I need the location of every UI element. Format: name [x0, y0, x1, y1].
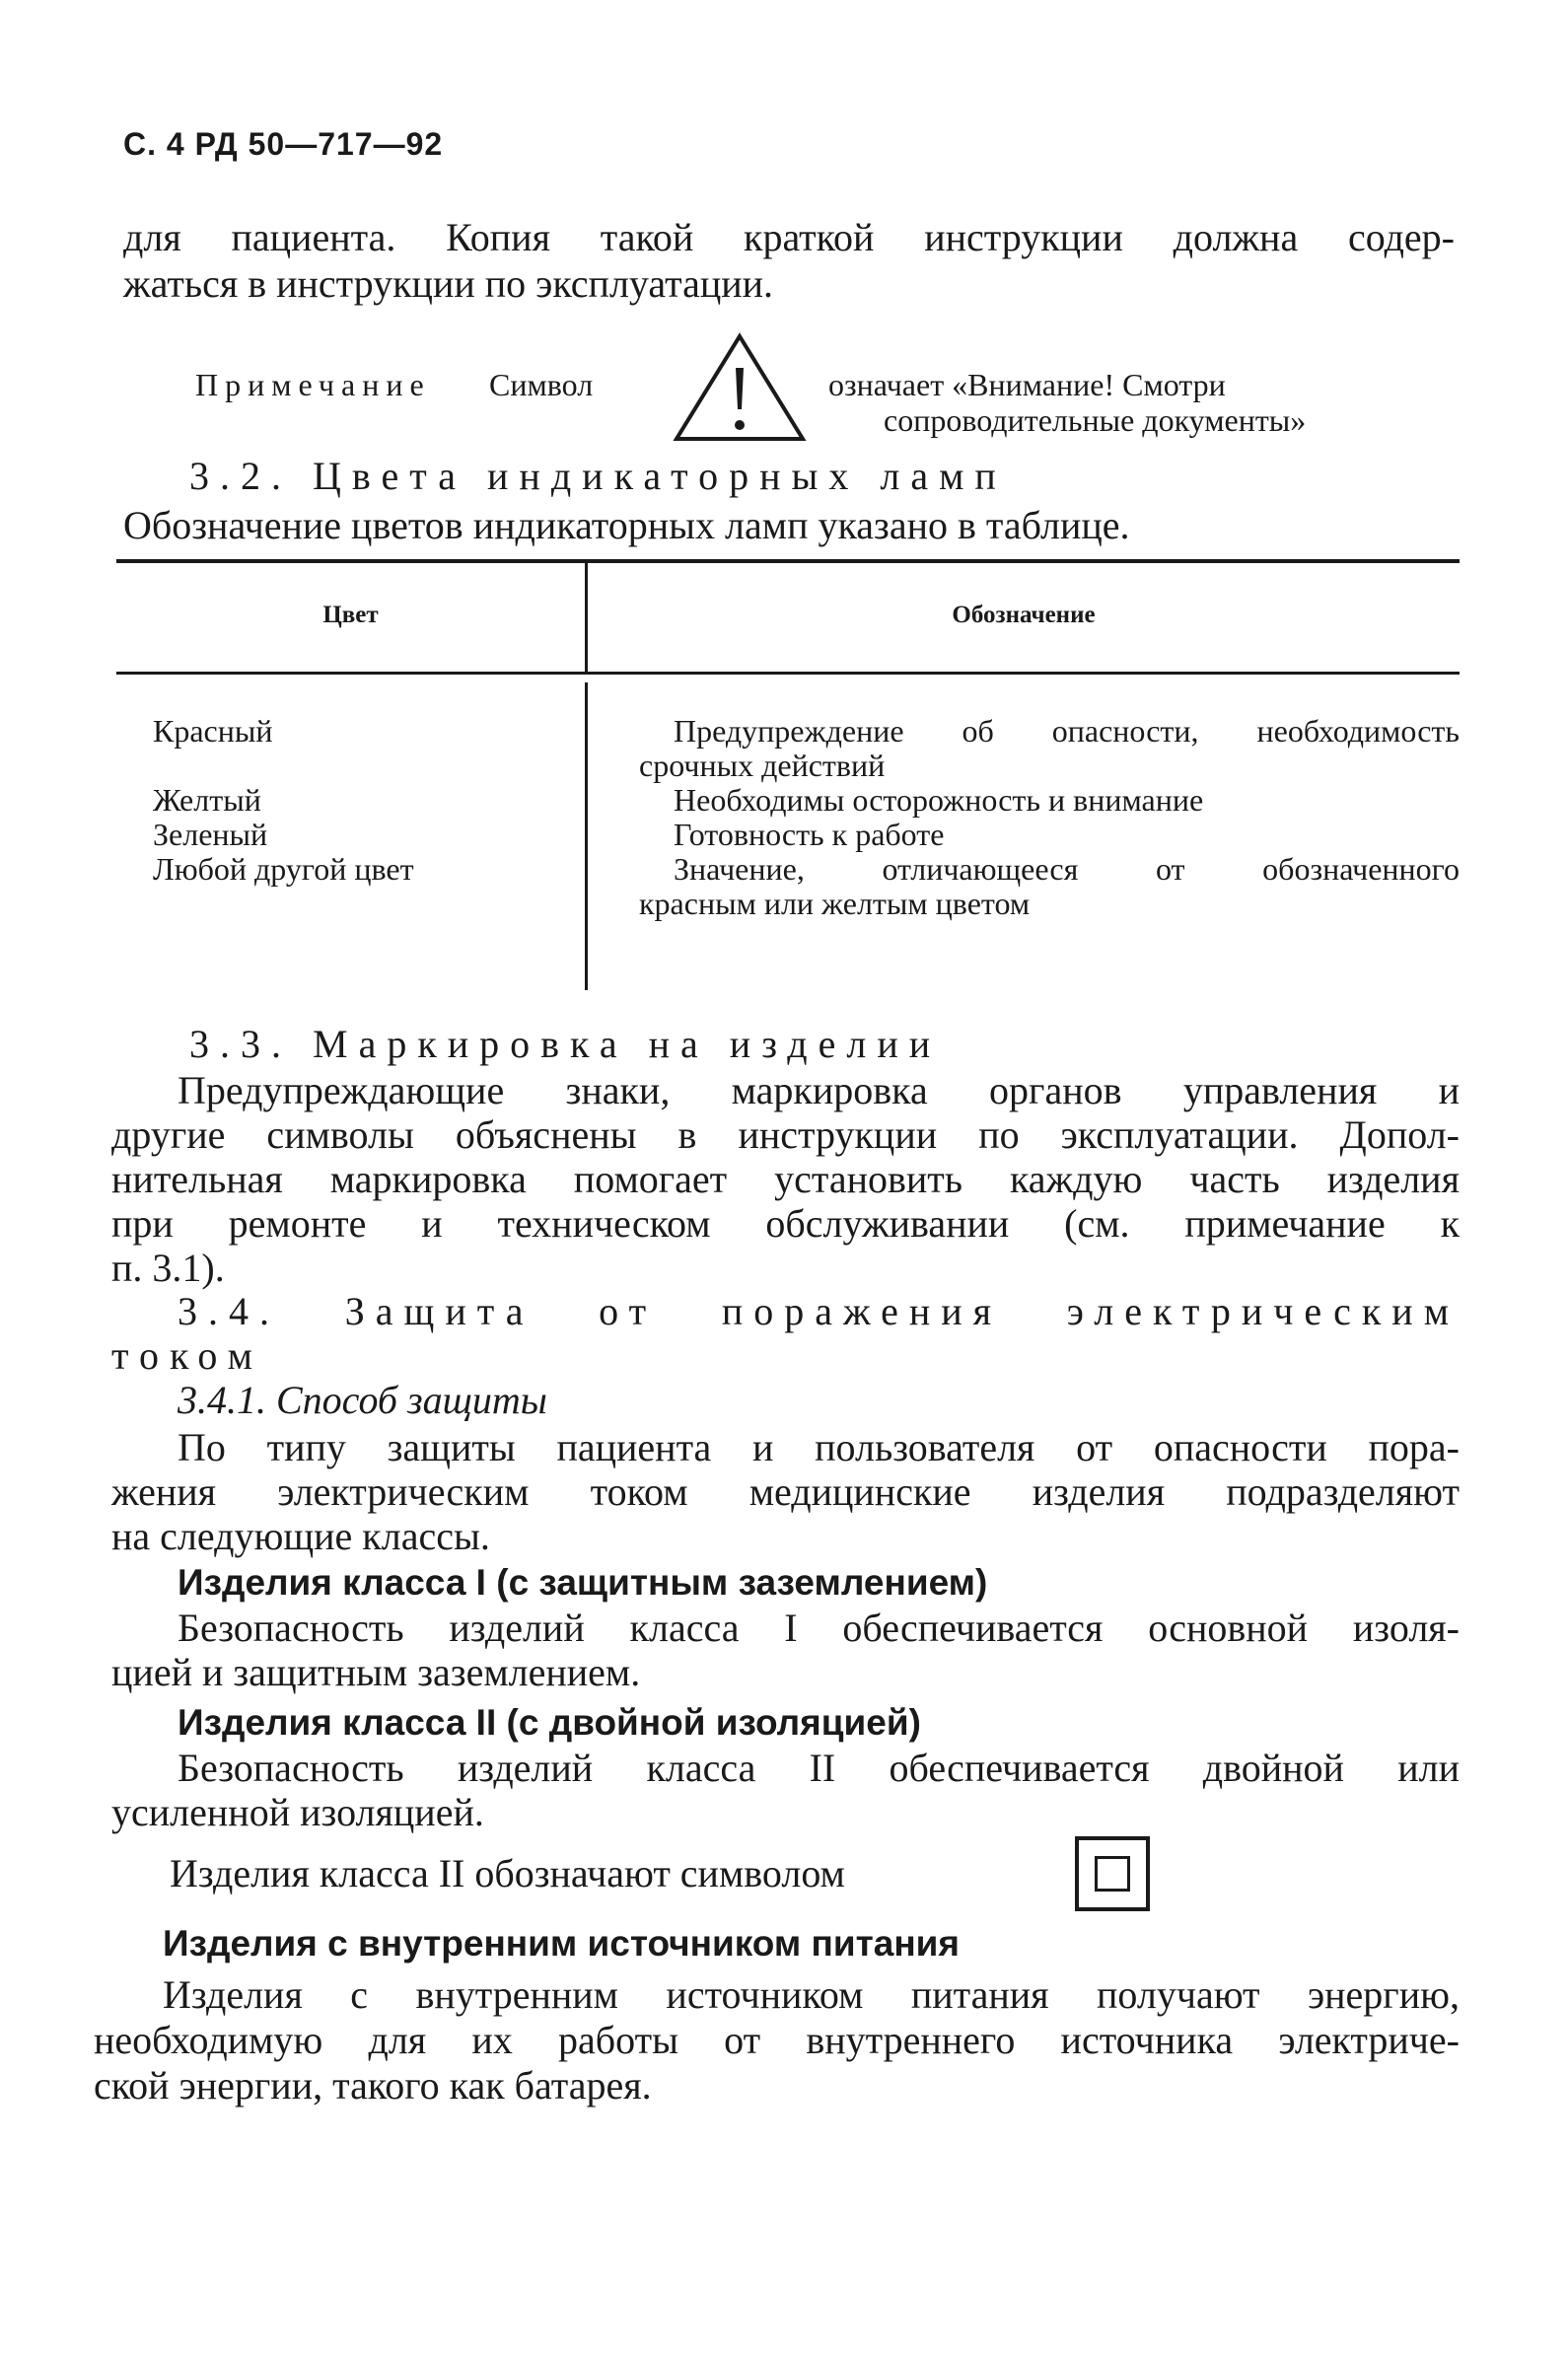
class-2-line-1: Безопасность изделий класса II обеспечивается двойной или — [178, 1746, 1460, 1790]
table-row: Зеленый — [153, 817, 268, 852]
table-row-meaning-1b: срочных действий — [639, 748, 886, 783]
section-3-3-line-5: п. 3.1). — [111, 1246, 225, 1290]
table-row: Желтый — [153, 782, 261, 818]
table-row: Любой другой цвет — [153, 851, 414, 887]
section-3-3-title: 3.3. Маркировка на изделии — [189, 1022, 942, 1066]
table-row-meaning-1a: Предупреждение об опасности, необходимость — [674, 713, 1460, 749]
table-top-rule — [116, 559, 1460, 563]
table-body-divider — [585, 682, 588, 990]
class-1-heading: Изделия класса I (с защитным заземлением) — [178, 1562, 988, 1603]
section-3-3-line-3: нительная маркировка помогает установить каждую часть изделия — [111, 1157, 1460, 1201]
class-2-heading: Изделия класса II (с двойной изоляцией) — [178, 1702, 921, 1743]
internal-power-heading: Изделия с внутренним источником питания — [163, 1923, 961, 1964]
table-row: Красный — [153, 713, 273, 749]
note-meaning-line-2: сопроводительные документы» — [884, 402, 1307, 438]
section-3-3-line-4: при ремонте и техническом обслуживании (см. примечание к — [111, 1201, 1460, 1246]
table-header-rule — [116, 672, 1460, 675]
internal-power-line-3: ской энергии, такого как батарея. — [94, 2063, 652, 2108]
section-3-4-1-title: 3.4.1. Способ защиты — [178, 1378, 547, 1422]
table-row-meaning-4a: Значение, отличающееся от обозначенного — [674, 851, 1460, 887]
table-row-meaning-4b: красным или желтым цветом — [639, 886, 1031, 921]
double-insulation-icon — [1075, 1836, 1150, 1911]
section-3-2-text: Обозначение цветов индикаторных ламп указано в таблице. — [123, 503, 1130, 547]
table-header-meaning: Обозначение — [952, 602, 1096, 628]
section-3-3-line-2: другие символы объяснены в инструкции по эксплуатации. Допол- — [111, 1112, 1460, 1157]
section-3-4-line-1: По типу защиты пациента и пользователя от опасности пора- — [178, 1425, 1460, 1469]
intro-line-2: жаться в инструкции по эксплуатации. — [123, 261, 774, 306]
section-3-2-title: 3.2. Цвета индикаторных ламп — [189, 454, 1007, 498]
section-3-4-title-line-2: током — [111, 1333, 263, 1378]
class-2-symbol-text: Изделия класса II обозначают символом — [170, 1851, 845, 1895]
section-3-4-title-line-1: 3.4. Защита от поражения электрическим — [178, 1289, 1460, 1333]
note-symbol-word: Символ — [489, 367, 594, 402]
page-header: С. 4 РД 50—717—92 — [123, 126, 444, 162]
note-meaning-line-1: означает «Внимание! Смотри — [828, 367, 1226, 402]
intro-line-1: для пациента. Копия такой краткой инструкции должна содер- — [123, 215, 1455, 259]
warning-triangle-icon — [671, 328, 809, 445]
table-header-color: Цвет — [322, 602, 379, 628]
section-3-4-line-3: на следующие классы. — [111, 1514, 490, 1558]
section-3-3-line-1: Предупреждающие знаки, маркировка органов управления и — [178, 1068, 1460, 1112]
class-2-line-2: усиленной изоляцией. — [111, 1790, 484, 1834]
internal-power-line-2: необходимую для их работы от внутреннего источника электриче- — [94, 2018, 1460, 2062]
note-label: Примечание — [195, 367, 431, 402]
table-row-meaning-3: Готовность к работе — [674, 817, 945, 852]
internal-power-line-1: Изделия с внутренним источником питания получают энергию, — [163, 1972, 1460, 2017]
class-1-line-1: Безопасность изделий класса I обеспечивается основной изоля- — [178, 1606, 1460, 1650]
table-row-meaning-2: Необходимы осторожность и внимание — [674, 782, 1204, 818]
class-1-line-2: цией и защитным заземлением. — [111, 1650, 641, 1694]
section-3-4-line-2: жения электрическим током медицинские изделия подразделяют — [111, 1469, 1460, 1514]
